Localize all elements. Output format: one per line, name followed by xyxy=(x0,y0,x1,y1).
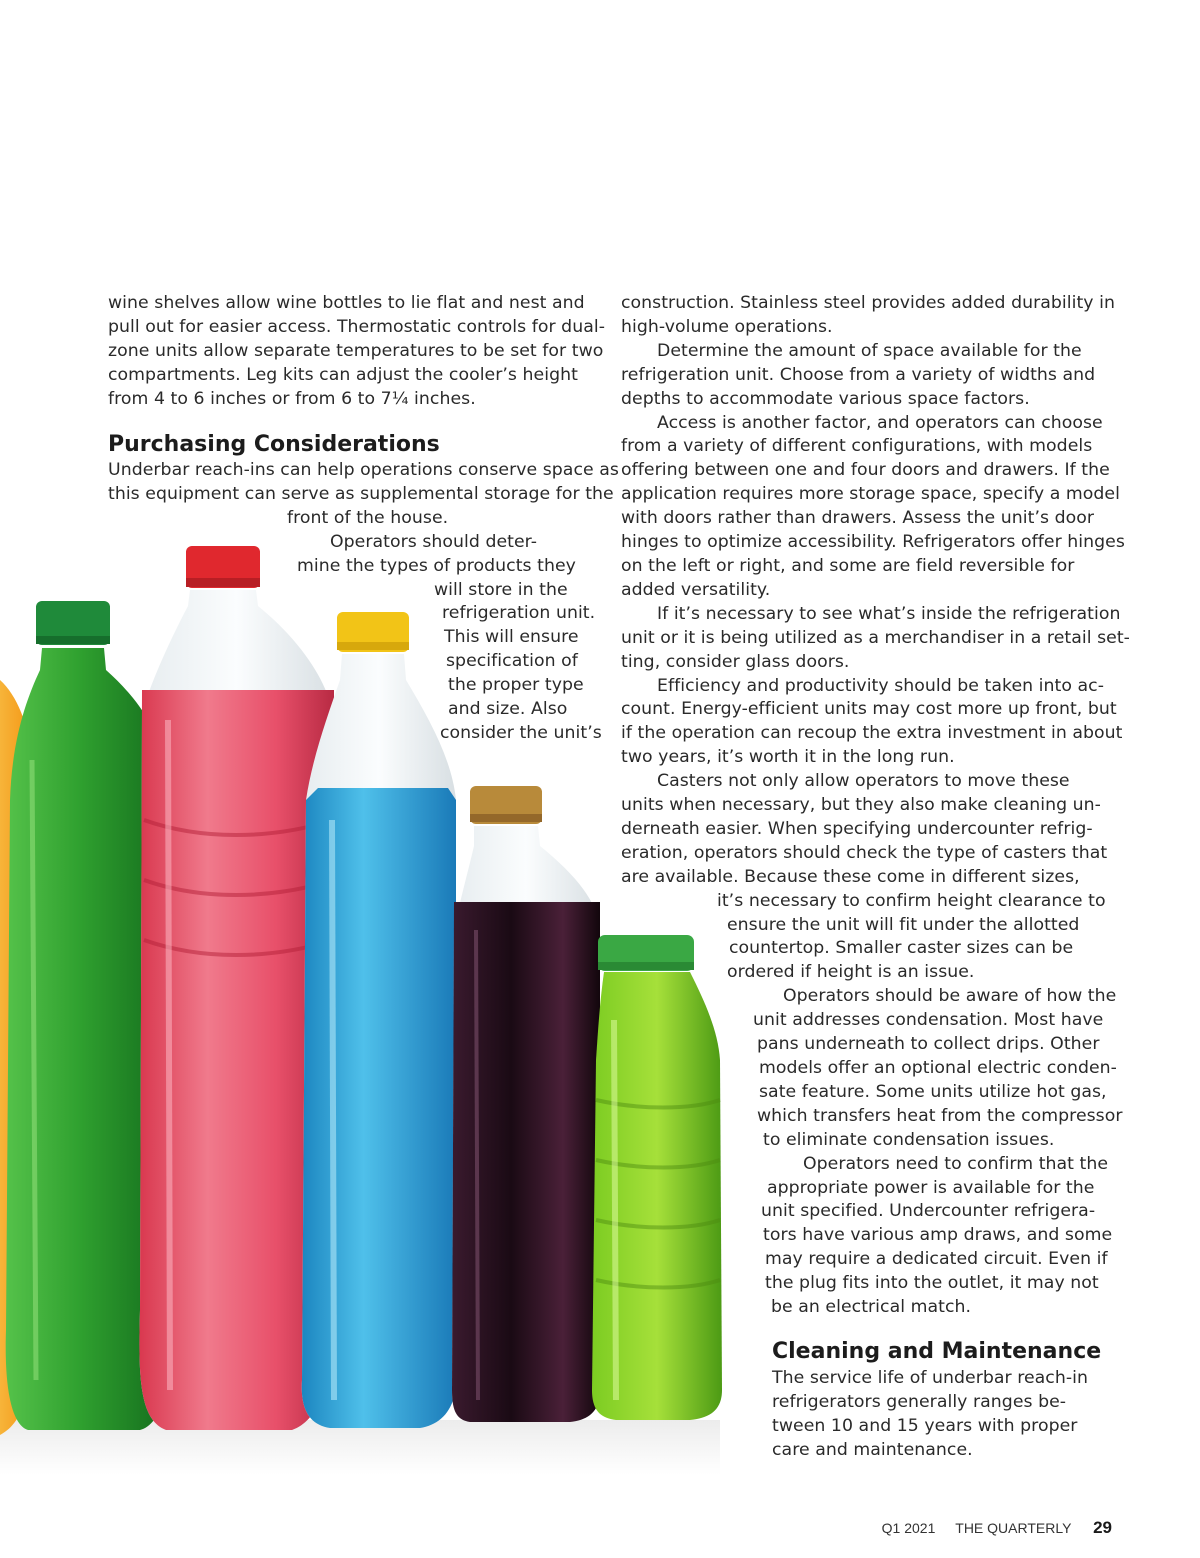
purchasing-heading: Purchasing Considerations xyxy=(108,432,440,457)
text-line: it’s necessary to confirm height clearance to xyxy=(717,890,1106,911)
text-line: the proper type xyxy=(448,675,584,696)
text-line: application requires more storage space, specify a model xyxy=(621,484,1120,505)
text-line: and size. Also xyxy=(448,699,568,720)
right-column-text xyxy=(621,292,1130,1320)
text-line: will store in the xyxy=(434,579,568,600)
text-line: Underbar reach-ins can help operations conserve space as xyxy=(108,460,619,480)
cleaning-heading: Cleaning and Maintenance xyxy=(772,1339,1102,1364)
text-line: compartments. Leg kits can adjust the cooler’s height xyxy=(108,364,578,385)
text-line: units when necessary, but they also make cleaning un- xyxy=(621,795,1101,816)
text-line: specification of xyxy=(446,651,578,672)
text-line: unit addresses condensation. Most have xyxy=(753,1010,1104,1031)
text-line: Efficiency and productivity should be taken into ac- xyxy=(657,675,1104,696)
text-line: added versatility. xyxy=(621,579,771,600)
text-line: tors have various amp draws, and some xyxy=(763,1225,1113,1246)
text-line: If it’s necessary to see what’s inside the refrigeration xyxy=(657,603,1121,624)
text-line: the plug fits into the outlet, it may not xyxy=(765,1273,1099,1294)
text-line: zone units allow separate temperatures to be set for two xyxy=(108,340,604,361)
text-line: be an electrical match. xyxy=(771,1297,972,1318)
text-line: if the operation can recoup the extra investment in about xyxy=(621,723,1123,744)
text-line: Operators need to confirm that the xyxy=(803,1153,1109,1174)
text-line: from 4 to 6 inches or from 6 to 7¼ inches. xyxy=(108,388,476,409)
text-line: ting, consider glass doors. xyxy=(621,651,850,672)
text-line: mine the types of products they xyxy=(297,555,576,576)
text-line: tween 10 and 15 years with proper xyxy=(772,1415,1078,1436)
text-line: Access is another factor, and operators can choose xyxy=(657,412,1103,433)
text-line: models offer an optional electric conden- xyxy=(759,1058,1117,1078)
text-line: ensure the unit will fit under the allotted xyxy=(727,914,1080,935)
text-line: front of the house. xyxy=(287,507,449,528)
text-line: derneath easier. When specifying undercounter refrig- xyxy=(621,818,1093,839)
left-intro-paragraph xyxy=(108,292,605,412)
text-line: on the left or right, and some are field reversible for xyxy=(621,555,1075,576)
text-line: refrigeration unit. Choose from a variety of widths and xyxy=(621,364,1096,385)
issue-label: Q1 2021 xyxy=(881,1520,936,1536)
text-line: to eliminate condensation issues. xyxy=(763,1129,1055,1150)
text-line: this equipment can serve as supplemental storage for the xyxy=(108,483,614,504)
text-line: pans underneath to collect drips. Other xyxy=(757,1034,1100,1055)
text-line: hinges to optimize accessibility. Refrigerators offer hinges xyxy=(621,532,1125,553)
cola-bottle xyxy=(452,786,600,1422)
text-line: two years, it’s worth it in the long run. xyxy=(621,747,955,768)
text-line: countertop. Smaller caster sizes can be xyxy=(729,938,1074,959)
text-line: Operators should deter- xyxy=(330,531,537,552)
text-line: eration, operators should check the type of casters that xyxy=(621,842,1108,863)
text-line: sate feature. Some units utilize hot gas, xyxy=(759,1081,1107,1102)
text-line: The service life of underbar reach-in xyxy=(772,1368,1089,1388)
text-line: unit specified. Undercounter refrigera- xyxy=(761,1201,1096,1222)
page-number: 29 xyxy=(1093,1518,1112,1537)
text-line: are available. Because these come in different sizes, xyxy=(621,866,1080,887)
text-line: appropriate power is available for the xyxy=(767,1177,1095,1198)
text-line: consider the unit’s xyxy=(440,722,602,743)
text-line: which transfers heat from the compressor xyxy=(757,1105,1123,1126)
text-line: pull out for easier access. Thermostatic controls for dual- xyxy=(108,316,605,337)
text-line: ordered if height is an issue. xyxy=(727,962,975,983)
text-line: construction. Stainless steel provides added durability in xyxy=(621,293,1115,313)
text-line: Determine the amount of space available for the xyxy=(657,340,1082,361)
text-line: wine shelves allow wine bottles to lie flat and nest and xyxy=(108,293,585,313)
text-line: count. Energy-efficient units may cost more up front, but xyxy=(621,699,1117,720)
text-line: depths to accommodate various space factors. xyxy=(621,388,1030,409)
cleaning-paragraph xyxy=(772,1367,1088,1463)
purchasing-paragraph xyxy=(108,459,619,746)
page-footer xyxy=(866,1518,1112,1538)
text-line: with doors rather than drawers. Assess the unit’s door xyxy=(621,508,1095,529)
text-line: unit or it is being utilized as a merchandiser in a retail set- xyxy=(621,627,1130,648)
text-line: Operators should be aware of how the xyxy=(783,986,1117,1007)
text-line: refrigeration unit. xyxy=(442,603,596,624)
text-line: high-volume operations. xyxy=(621,316,833,337)
text-line: from a variety of different configurations, with models xyxy=(621,436,1093,457)
text-line: Casters not only allow operators to move these xyxy=(657,771,1070,792)
text-line: care and maintenance. xyxy=(772,1439,973,1460)
publication-name: THE QUARTERLY xyxy=(955,1520,1072,1536)
text-line: This will ensure xyxy=(444,627,579,648)
text-line: offering between one and four doors and drawers. If the xyxy=(621,460,1110,481)
text-line: refrigerators generally ranges be- xyxy=(772,1391,1067,1412)
text-line: may require a dedicated circuit. Even if xyxy=(765,1249,1108,1270)
